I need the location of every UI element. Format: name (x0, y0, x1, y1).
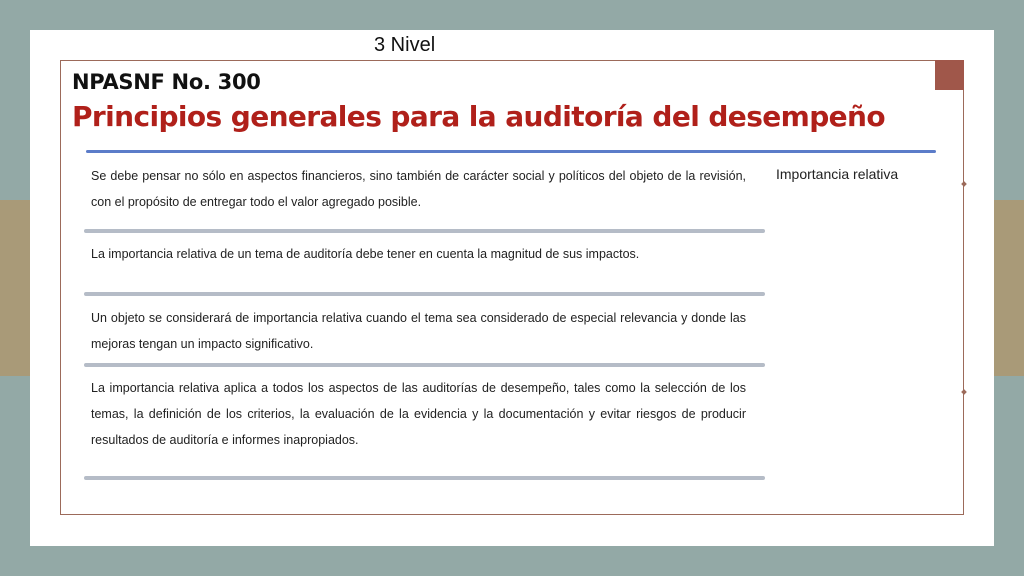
standard-code: NPASNF No. 300 (72, 70, 261, 94)
divider-2 (84, 292, 765, 296)
paragraph-2: La importancia relativa de un tema de auditoría debe tener en cuenta la magnitud de sus impactos. (91, 247, 640, 261)
title-underline (86, 150, 936, 153)
page-title: Principios generales para la auditoría del desempeño (72, 100, 886, 133)
divider-1 (84, 229, 765, 233)
paragraph-1: Se debe pensar no sólo en aspectos financieros, sino también de carácter social y políticos del objeto de la revisión, con el propósito de entregar todo el valor agregado posible. (91, 169, 746, 209)
corner-decoration (935, 60, 964, 90)
right-accent-band (994, 200, 1024, 376)
left-accent-band (0, 200, 30, 376)
divider-4 (84, 476, 765, 480)
paragraph-4: La importancia relativa aplica a todos los aspectos de las auditorías de desempeño, tales como la selección de los temas, la definición de los criterios, la evaluación de la evidencia y la documentación y evitar riesgos de producir resultados de auditoría e informes inapropiados. (91, 381, 746, 447)
paragraph-3: Un objeto se considerará de importancia relativa cuando el tema sea considerado de especial relevancia y donde las mejoras tengan un impacto significativo. (91, 311, 746, 351)
level-label: 3 Nivel (374, 34, 436, 56)
side-label-importance: Importancia relativa (776, 166, 899, 182)
divider-3 (84, 363, 765, 367)
